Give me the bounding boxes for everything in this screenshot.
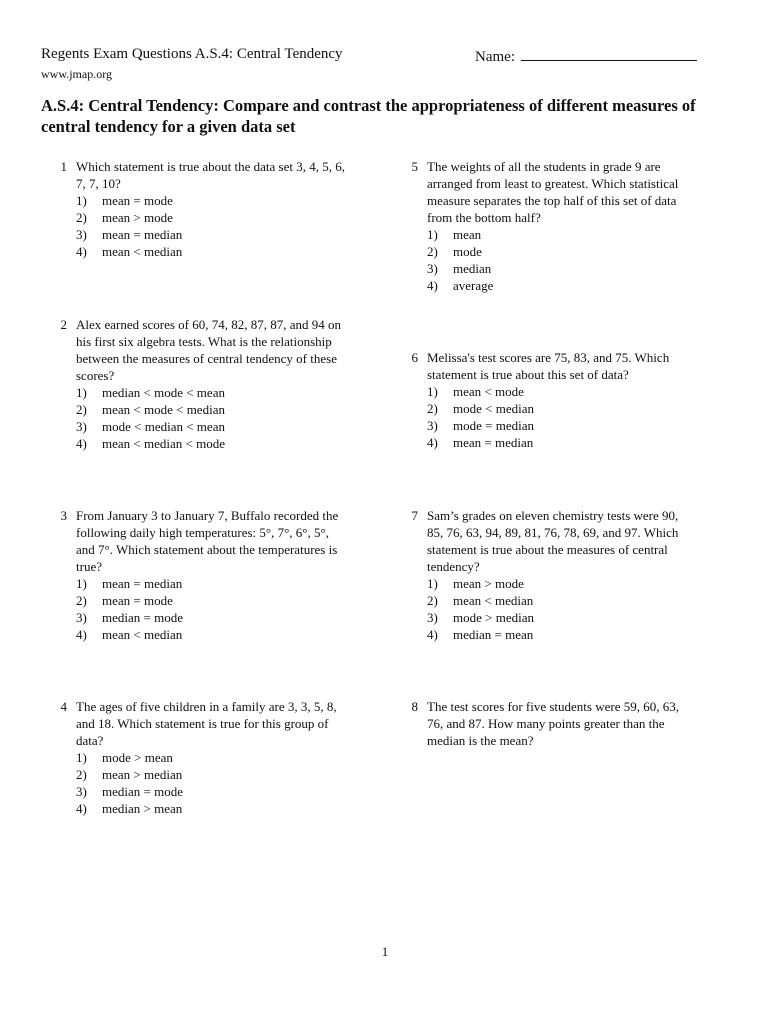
question-stem-line: between the measures of central tendency of these	[76, 351, 337, 366]
question-stem-line: scores?	[76, 368, 115, 383]
question-stem	[76, 507, 338, 575]
answer-choices	[76, 749, 183, 817]
answer-choice-text: median = mean	[453, 627, 534, 642]
answer-choice-number: 1)	[427, 227, 438, 242]
question-stem-line: from the bottom half?	[427, 210, 541, 225]
answer-choice-number: 4)	[76, 627, 87, 642]
answer-choice-text: mode = median	[453, 418, 534, 433]
question-stem	[427, 349, 669, 383]
answer-choice	[76, 243, 182, 260]
question-stem	[76, 158, 345, 192]
answer-choice-text: mean > median	[102, 767, 183, 782]
question-stem-line: The ages of five children in a family are 3, 3, 5, 8,	[76, 699, 337, 714]
answer-choice-text: mean = median	[102, 576, 183, 591]
answer-choice	[76, 592, 183, 609]
answer-choice	[76, 749, 183, 766]
question-stem-line: The test scores for five students were 59, 60, 63,	[427, 699, 679, 714]
name-field	[475, 46, 697, 66]
answer-choice-text: mode > median	[453, 610, 534, 625]
question-stem	[76, 698, 337, 749]
answer-choice-number: 1)	[427, 576, 438, 591]
answer-choice-text: mean < mode < median	[102, 402, 225, 417]
answer-choice	[427, 277, 493, 294]
question-number: 8	[411, 699, 418, 714]
answer-choices	[427, 383, 534, 451]
answer-choice	[427, 226, 493, 243]
answer-choice	[427, 260, 493, 277]
answer-choice-number: 3)	[427, 610, 438, 625]
header-title: Regents Exam Questions A.S.4: Central Tendency	[41, 46, 343, 62]
answer-choice-text: mode > mean	[102, 750, 173, 765]
answer-choice-text: median = mode	[102, 784, 183, 799]
answer-choice-text: mean < median < mode	[102, 436, 225, 451]
answer-choice	[427, 626, 534, 643]
answer-choice-number: 1)	[76, 576, 87, 591]
question-stem-line: measure separates the top half of this set of data	[427, 193, 677, 208]
answer-choices	[76, 384, 225, 452]
question-stem-line: and 18. Which statement is true for this group of	[76, 716, 329, 731]
answer-choice-number: 4)	[76, 801, 87, 816]
question-stem-line: 85, 76, 63, 94, 89, 81, 76, 78, 69, and 97. Which	[427, 525, 679, 540]
answer-choice-text: mode < median < mean	[102, 419, 225, 434]
question-stem-line: median is the mean?	[427, 733, 534, 748]
question-number: 2	[60, 317, 67, 332]
answer-choice-text: mean = mode	[102, 193, 173, 208]
question-stem	[76, 316, 341, 384]
answer-choice	[427, 575, 534, 592]
question-stem-line: 76, and 87. How many points greater than the	[427, 716, 665, 731]
answer-choice	[427, 609, 534, 626]
answer-choice-text: mean < median	[453, 593, 534, 608]
answer-choice-number: 1)	[76, 385, 87, 400]
page-title-line-2: central tendency for a given data set	[41, 117, 296, 136]
question-stem-line: The weights of all the students in grade 9 are	[427, 159, 661, 174]
question-stem	[427, 507, 678, 575]
answer-choice	[427, 243, 493, 260]
answer-choice-text: mean = median	[453, 435, 534, 450]
answer-choice-number: 3)	[76, 419, 87, 434]
answer-choice	[427, 434, 534, 451]
question-number: 6	[411, 350, 418, 365]
answer-choice-text: mean < median	[102, 627, 183, 642]
answer-choice	[76, 609, 183, 626]
answer-choice-number: 3)	[427, 261, 438, 276]
question-stem-line: Sam’s grades on eleven chemistry tests were 90,	[427, 508, 679, 523]
answer-choice-number: 3)	[427, 418, 438, 433]
answer-choice	[76, 435, 225, 452]
answer-choice-text: mean = mode	[102, 593, 173, 608]
answer-choice-text: median < mode < mean	[102, 385, 225, 400]
answer-choice-number: 4)	[427, 435, 438, 450]
answer-choice-number: 4)	[427, 278, 438, 293]
header-url: www.jmap.org	[41, 67, 112, 81]
question-stem-line: statement is true about the measures of central	[427, 542, 668, 557]
answer-choice-text: mean	[453, 227, 482, 242]
answer-choice	[76, 192, 182, 209]
answer-choice	[76, 800, 183, 817]
answer-choice-text: median	[453, 261, 492, 276]
question-number: 4	[60, 699, 67, 714]
answer-choice-text: average	[453, 278, 494, 293]
question-stem-line: 7, 7, 10?	[76, 176, 121, 191]
answer-choice	[427, 592, 534, 609]
answer-choice-text: median > mean	[102, 801, 183, 816]
answer-choice-number: 1)	[427, 384, 438, 399]
answer-choices	[427, 226, 493, 294]
question-stem	[427, 158, 678, 226]
question-stem-line: tendency?	[427, 559, 480, 574]
answer-choice-number: 4)	[76, 244, 87, 259]
answer-choice-number: 1)	[76, 193, 87, 208]
answer-choice	[76, 384, 225, 401]
answer-choice	[427, 400, 534, 417]
answer-choice-number: 2)	[76, 593, 87, 608]
answer-choice-number: 2)	[76, 767, 87, 782]
question-stem-line: his first six algebra tests. What is the relationship	[76, 334, 332, 349]
question-stem-line: following daily high temperatures: 5°, 7°, 6°, 5°,	[76, 525, 329, 540]
question-number: 5	[411, 159, 418, 174]
answer-choice-number: 3)	[76, 227, 87, 242]
answer-choice-number: 2)	[76, 402, 87, 417]
answer-choice	[76, 401, 225, 418]
answer-choice	[76, 209, 182, 226]
answer-choice-number: 2)	[76, 210, 87, 225]
answer-choice-number: 4)	[427, 627, 438, 642]
question-number: 1	[60, 159, 67, 174]
answer-choice	[76, 226, 182, 243]
question-stem-line: true?	[76, 559, 102, 574]
answer-choice	[76, 766, 183, 783]
answer-choice-number: 2)	[427, 401, 438, 416]
answer-choices	[76, 575, 183, 643]
answer-choice-text: mean < median	[102, 244, 183, 259]
question-stem-line: data?	[76, 733, 104, 748]
question-stem-line: Alex earned scores of 60, 74, 82, 87, 87, and 94 on	[76, 317, 341, 332]
question-stem	[427, 698, 679, 749]
page-title	[41, 95, 731, 137]
answer-choice-text: mode < median	[453, 401, 534, 416]
answer-choice-number: 3)	[76, 610, 87, 625]
name-label: Name:	[475, 49, 515, 65]
answer-choice-number: 4)	[76, 436, 87, 451]
answer-choice-text: mean > mode	[453, 576, 524, 591]
question-stem-line: From January 3 to January 7, Buffalo recorded the	[76, 508, 339, 523]
answer-choice-text: median = mode	[102, 610, 183, 625]
answer-choice-text: mean < mode	[453, 384, 524, 399]
question-stem-line: and 7°. Which statement about the temperatures is	[76, 542, 338, 557]
question-stem-line: arranged from least to greatest. Which statistical	[427, 176, 679, 191]
answer-choice-number: 2)	[427, 593, 438, 608]
answer-choice	[76, 626, 183, 643]
answer-choice	[76, 575, 183, 592]
answer-choice-number: 1)	[76, 750, 87, 765]
answer-choice	[427, 383, 534, 400]
question-stem-line: statement is true about this set of data?	[427, 367, 629, 382]
page-title-line-1: A.S.4: Central Tendency: Compare and contrast the appropriateness of different measures of	[41, 96, 696, 115]
question-stem-line: Melissa's test scores are 75, 83, and 75. Which	[427, 350, 670, 365]
answer-choice-text: mean = median	[102, 227, 183, 242]
answer-choice-text: mode	[453, 244, 482, 259]
question-number: 3	[60, 508, 67, 523]
question-stem-line: Which statement is true about the data set 3, 4, 5, 6,	[76, 159, 345, 174]
answer-choices	[76, 192, 182, 260]
answer-choice-number: 2)	[427, 244, 438, 259]
answer-choices	[427, 575, 534, 643]
answer-choice-number: 3)	[76, 784, 87, 799]
answer-choice-text: mean > mode	[102, 210, 173, 225]
name-blank-line	[521, 46, 697, 61]
answer-choice	[76, 418, 225, 435]
answer-choice	[76, 783, 183, 800]
answer-choice	[427, 417, 534, 434]
page-number: 1	[381, 944, 389, 959]
question-number: 7	[411, 508, 418, 523]
